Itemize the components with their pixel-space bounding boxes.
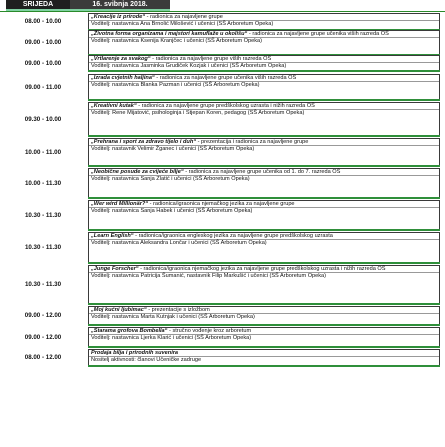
- event-time: 09.30 - 10.00: [24, 115, 62, 123]
- event-title-name: „Learn English“: [91, 233, 134, 239]
- event-time: 10.30 - 11.30: [24, 281, 62, 288]
- row-divider: [88, 365, 440, 367]
- event-row: [0, 200, 445, 231]
- event-box: [88, 265, 440, 305]
- row-divider: [88, 135, 440, 137]
- event-box: [88, 168, 440, 199]
- event-description: - radionica za najavljene grupe učenika od 1. do 7. razreda OŠ: [183, 169, 341, 175]
- event-description: - radionica za najavljene grupe viših razreda OŠ: [150, 56, 272, 62]
- event-row: [0, 265, 445, 305]
- event-title-name: „Kreativni kutak“: [91, 103, 137, 109]
- event-row: [0, 306, 445, 326]
- event-time: 10.30 - 11.30: [24, 244, 62, 251]
- event-title-name: Prodaja bilja i prirodnih suvenira: [91, 350, 179, 356]
- event-row: [0, 138, 445, 167]
- day-label: SRIJEDA: [6, 0, 70, 11]
- event-leader: Voditelj: nastavnica Patricija Šumanić, nastavnik Filip Markušić i učenici (SŠ Arboretum Opeka): [91, 273, 327, 280]
- event-leader: Voditelj: nastavnica Sanja Habek i učenici (SŠ Arboretum Opeka): [91, 208, 253, 215]
- event-box: [88, 30, 440, 56]
- event-time: 09.00 - 12.00: [24, 312, 62, 319]
- event-title: [89, 350, 439, 357]
- row-divider: [88, 324, 440, 326]
- event-description: - radionica za najavljene grupe predškolskog uzrasta i nižih razreda OŠ: [136, 103, 315, 109]
- event-description: - radionica za najavljene grupe: [145, 14, 223, 20]
- event-box: [88, 200, 440, 231]
- event-time: 09.00 - 12.00: [24, 333, 62, 341]
- event-title-name: „Wer wird Millionär?“: [91, 201, 149, 207]
- event-title-name: „Moj kućni ljubimac“: [91, 307, 147, 313]
- event-title-name: „Starama grofova Bombella“: [91, 328, 168, 334]
- event-title-name: „Prehrana i sport za zdravo tijelo i duh“: [91, 139, 197, 145]
- event-description: - radionica/igraonica njemačkog jezika za najavljene grupe: [148, 201, 295, 207]
- date-label: 16. svibnja 2018.: [70, 0, 170, 11]
- event-leader: Nositelj aktivnosti: članovi Učeničke zadruge: [91, 357, 202, 364]
- row-divider: [88, 303, 440, 305]
- row-divider: [88, 197, 440, 199]
- event-description: - prezentacija i radionica za najavljene grupe: [196, 139, 309, 145]
- row-divider: [88, 165, 440, 167]
- event-box: [88, 232, 440, 264]
- event-box: [88, 138, 440, 167]
- event-row: [0, 74, 445, 101]
- event-time: 10.00 - 11.00: [24, 148, 62, 156]
- event-box: [88, 327, 440, 348]
- event-title-name: „Junge Forscher“: [91, 266, 139, 272]
- event-box: [88, 102, 440, 137]
- event-leader: Voditelj: nastavnica Marta Kutnjak i učenici (SŠ Arboretum Opeka): [91, 314, 255, 321]
- event-description: - radionica za najavljene grupe učenika viših razreda OŠ: [247, 31, 389, 37]
- event-title-name: „Životna forma organizama i majstori kamuflaže u okolišu“: [91, 31, 248, 37]
- event-row: [0, 232, 445, 264]
- event-row: [0, 102, 445, 137]
- event-description: - radionica/igraonica njemačkog jezika za najavljene grupe predškolskog uzrasta i nižih razreda OŠ: [138, 266, 386, 272]
- event-leader: Voditelj: nastavnica Ljerka Klarić i učenici (SŠ Arboretum Opeka): [91, 335, 252, 342]
- event-time: 09.00 - 11.00: [24, 83, 62, 91]
- event-description: - stručno vođenje kroz arboretum: [167, 328, 252, 334]
- event-title-name: „Izrada cvjetnih haljina“: [91, 75, 155, 81]
- event-row: [0, 55, 445, 72]
- row-divider: [88, 70, 440, 72]
- event-time: 08.00 - 12.00: [24, 354, 62, 361]
- event-box: [88, 74, 440, 101]
- schedule-header: [0, 0, 445, 12]
- event-row: [0, 349, 445, 367]
- event-leader: Voditelj: nastavnica Sanja Zlatić i učenici (SŠ Arboretum Opeka): [91, 176, 250, 183]
- event-description: - prezentacije s izložbom: [146, 307, 210, 313]
- event-title-name: „Vrtlarenje za svakog“: [91, 56, 151, 62]
- row-divider: [88, 229, 440, 231]
- event-leader: Voditelj: nastavnica Ksenija Kranjčec i učenici (SŠ Arboretum Opeka): [91, 38, 263, 45]
- event-description: - radionica za najavljene grupe učenika viših razreda OŠ: [154, 75, 297, 81]
- event-box: [88, 306, 440, 326]
- event-leader: Voditelj: nastavnik Velimir Žganec i učenici (SŠ Arboretum Opeka): [91, 146, 255, 153]
- row-divider: [88, 262, 440, 264]
- event-row: [0, 13, 445, 31]
- event-leader: Voditelj: nastavnica Ana Brnolić Milošević i učenici (SŠ Arboretum Opeka): [91, 21, 274, 28]
- event-time: 10.00 - 11.30: [24, 179, 62, 187]
- event-title-name: „Kreacije iz prirode“: [91, 14, 146, 20]
- event-leader: Voditelj: nastavnica Jasminka Grudiček Kozjak i učenici (SŠ Arboretum Opeka): [91, 63, 287, 70]
- event-row: [0, 168, 445, 199]
- event-leader: Voditelj: nastavnica Aleksandra Lončar i učenici (SŠ Arboretum Opeka): [91, 240, 267, 247]
- event-time: 09.00 - 10.00: [24, 59, 62, 67]
- row-divider: [88, 346, 440, 348]
- row-divider: [88, 99, 440, 101]
- event-row: [0, 327, 445, 348]
- event-time: 08.00 - 10.00: [24, 18, 62, 25]
- event-time: 09.00 - 10.00: [24, 39, 62, 46]
- event-row: [0, 30, 445, 56]
- event-leader: Voditelj: Rene Mijatović, psihologinja i Stjepan Koren, pedagog (SŠ Arboretum Opeka): [91, 110, 305, 117]
- event-leader: Voditelj: nastavnica Blanka Pazman i učenici (SŠ Arboretum Opeka): [91, 82, 260, 89]
- event-description: - radionica/igraonica engleskog jezika za najavljene grupe predškolskog uzrasta: [133, 233, 333, 239]
- event-time: 10.30 - 11.30: [24, 211, 62, 219]
- event-title-name: „Neobične posude za cvijeće bilje“: [91, 169, 184, 175]
